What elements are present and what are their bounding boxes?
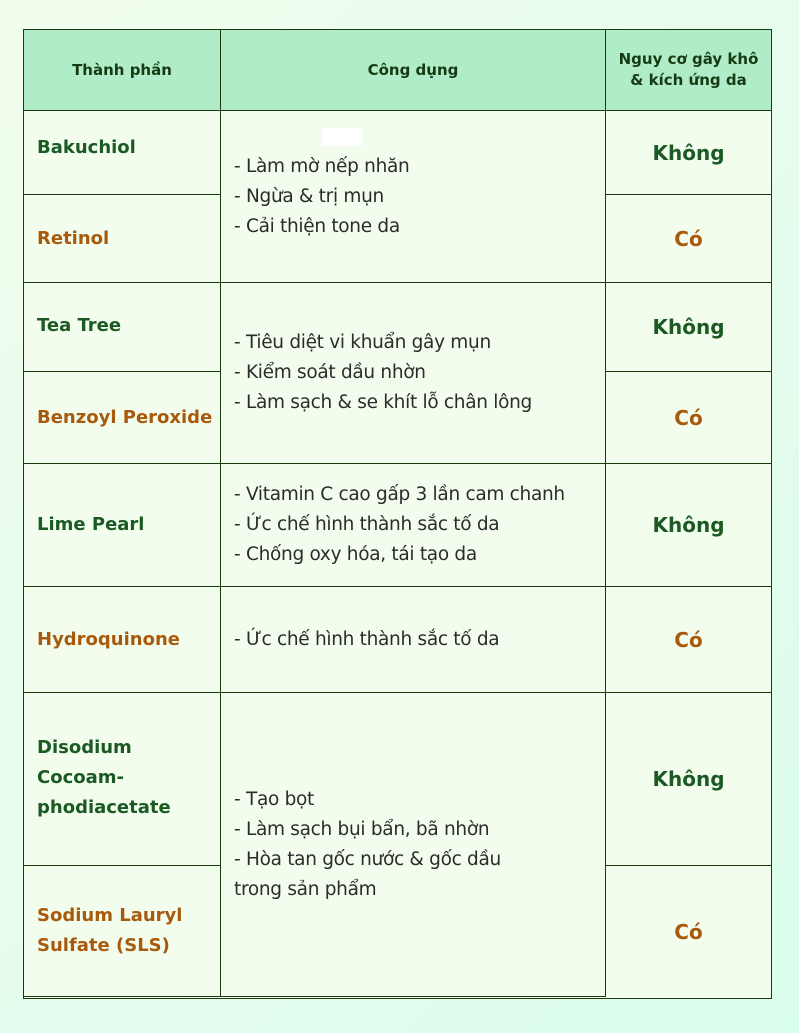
ingredient-hydroquinone: Hydroquinone: [24, 587, 221, 693]
risk-tea-tree: Không: [606, 283, 771, 372]
usage-group-hydroquinone: [221, 587, 606, 693]
ingredient-comparison-table: [23, 29, 772, 999]
ingredient-name-line: phodiacetate: [37, 797, 171, 818]
usage-line: - Cải thiện tone da: [234, 215, 400, 237]
ingredient-retinol: Retinol: [24, 195, 221, 283]
usage-group-acne: [221, 283, 606, 464]
usage-line: - Làm sạch & se khít lỗ chân lông: [234, 392, 532, 413]
usage-line: - Vitamin C cao gấp 3 lần cam chanh: [234, 484, 565, 505]
usage-line: - Ngừa & trị mụn: [234, 185, 384, 207]
ingredient-benzoyl-peroxide: Benzoyl Peroxide: [24, 372, 221, 464]
usage-line: - Tiêu diệt vi khuẩn gây mụn: [234, 332, 491, 353]
risk-bakuchiol: Không: [606, 111, 771, 195]
ingredient-disodium-cocoamphodiacetate: [24, 693, 221, 866]
usage-group-lime-pearl: [221, 464, 606, 587]
ingredient-name-line: Cocoam-: [37, 767, 124, 788]
ingredient-name-line: Disodium: [37, 737, 132, 758]
risk-disodium-cocoamphodiacetate: Không: [606, 693, 771, 866]
usage-line: - Tạo bọt: [234, 788, 315, 810]
usage-line: - Làm mờ nếp nhăn: [234, 155, 410, 177]
usage-line: - Hòa tan gốc nước & gốc dầu: [234, 848, 501, 870]
ingredient-name-line: Sulfate (SLS): [37, 935, 170, 956]
usage-line: - Chống oxy hóa, tái tạo da: [234, 544, 477, 565]
header-risk: Nguy cơ gây khô & kích ứng da: [606, 30, 771, 111]
usage-line: - Làm sạch bụi bẩn, bã nhờn: [234, 818, 490, 840]
usage-group-retinoid: [221, 111, 606, 283]
ingredient-name-line: Sodium Lauryl: [37, 905, 183, 926]
ingredient-tea-tree: Tea Tree: [24, 283, 221, 372]
white-patch-artifact: [322, 128, 362, 146]
risk-lime-pearl: Không: [606, 464, 771, 587]
risk-hydroquinone: Có: [606, 587, 771, 693]
risk-benzoyl-peroxide: Có: [606, 372, 771, 464]
header-usage: Công dụng: [221, 30, 606, 111]
risk-retinol: Có: [606, 195, 771, 283]
usage-line: - Ức chế hình thành sắc tố da: [234, 628, 500, 650]
risk-sodium-lauryl-sulfate: Có: [674, 919, 703, 944]
usage-line: trong sản phẩm: [234, 878, 377, 900]
header-ingredient: Thành phần: [24, 30, 221, 111]
ingredient-bakuchiol: Bakuchiol: [24, 111, 221, 195]
ingredient-sodium-lauryl-sulfate: [24, 866, 221, 997]
ingredient-lime-pearl: Lime Pearl: [24, 464, 221, 587]
usage-group-surfactant: [221, 693, 606, 997]
usage-line: - Kiểm soát dầu nhờn: [234, 362, 426, 383]
usage-line: - Ức chế hình thành sắc tố da: [234, 514, 500, 535]
